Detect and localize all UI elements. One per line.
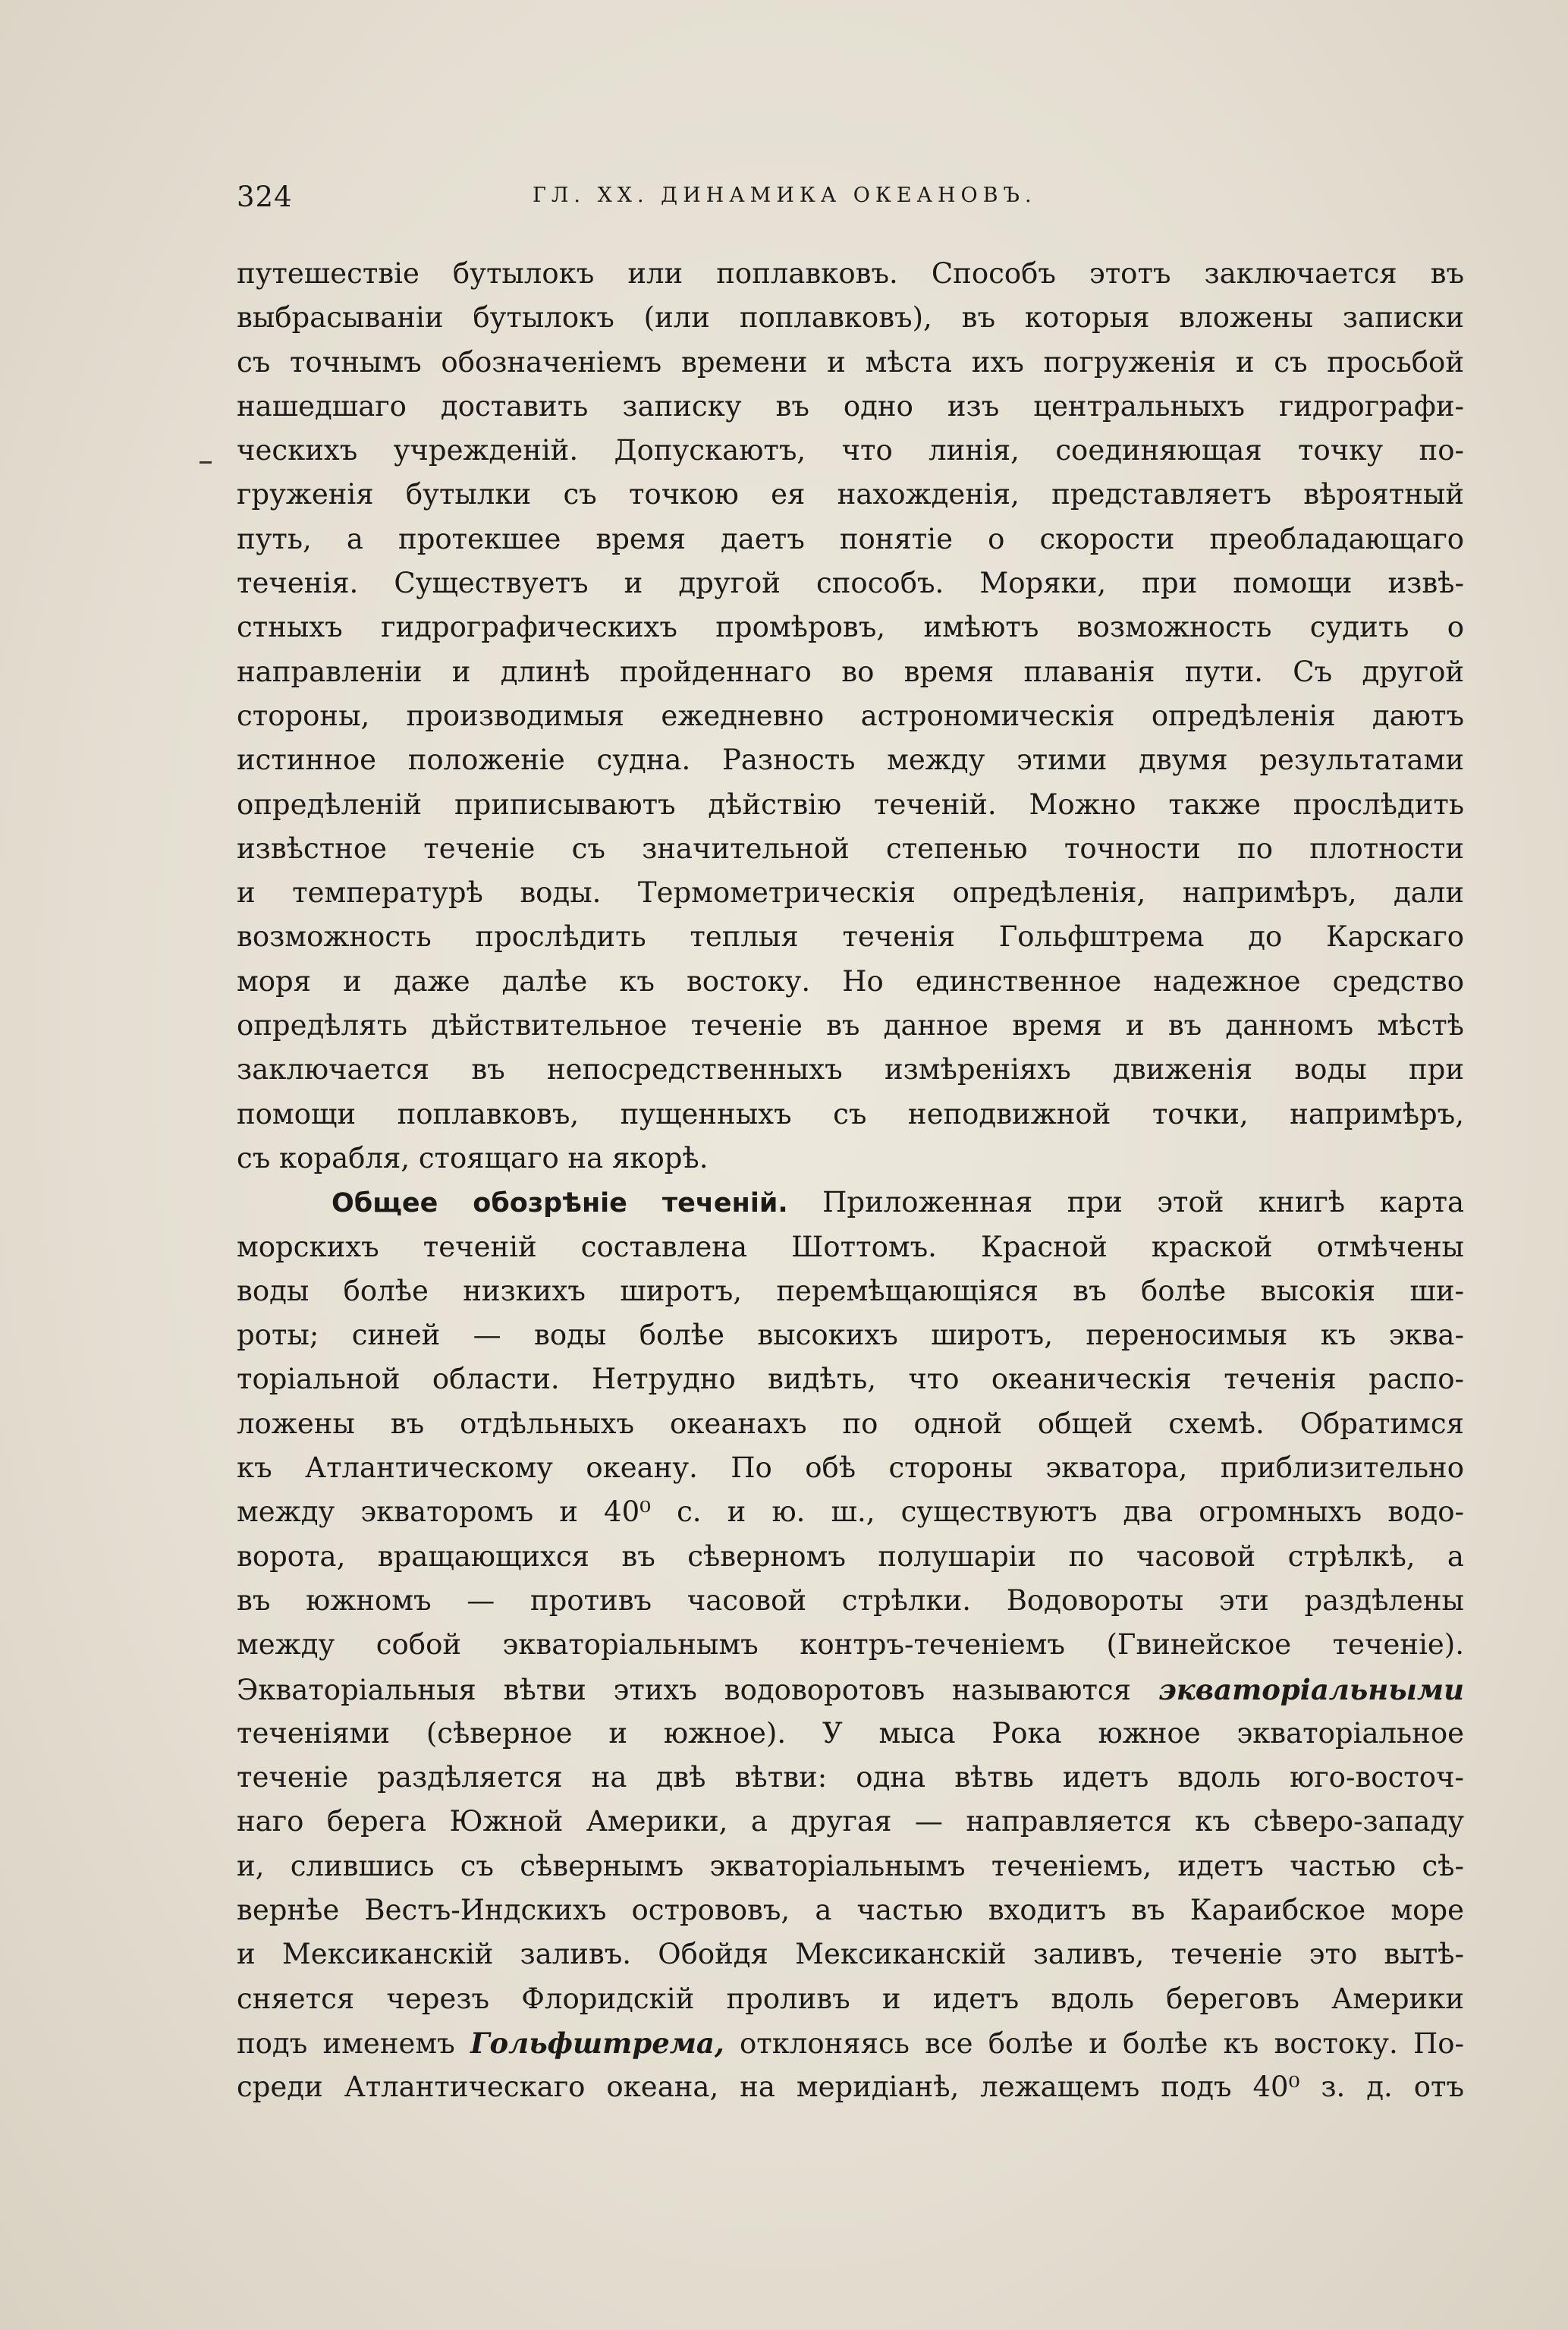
text-line: торіальной области. Нетрудно видѣть, что океаническія теченія распо- [237,1363,1464,1396]
text-line: возможность прослѣдить теплыя теченія Гольфштрема до Карскаго [237,920,1464,954]
text-line: теченія. Существуетъ и другой способъ. Моряки, при помощи извѣ- [237,567,1464,600]
text-line: выбрасываніи бутылокъ (или поплавковъ), въ которыя вложены записки [237,301,1464,335]
text-run: подъ именемъ [237,2027,470,2060]
text-line [237,1181,1464,1225]
text-line: ворота, вращающихся въ сѣверномъ полушаріи по часовой стрѣлкѣ, а [237,1539,1464,1573]
running-title: ГЛ. XX. ДИНАМИКА ОКЕАНОВЪ. [533,184,1037,207]
text-line [237,1668,1464,1712]
text-line: и Мексиканскій заливъ. Обойдя Мексиканскій заливъ, теченіе это вытѣ- [237,1938,1464,1971]
text-line: между экваторомъ и 40⁰ с. и ю. ш., существуютъ два огромныхъ водо- [237,1495,1464,1529]
text-line [237,2021,1464,2065]
text-line: путь, а протекшее время даетъ понятіе о скорости преобладающаго [237,522,1464,555]
text-line: извѣстное теченіе съ значительной степенью точности по плотности [237,832,1464,865]
body-text [237,252,1464,2109]
text-line: направленіи и длинѣ пройденнаго во время плаванія пути. Съ другой [237,655,1464,688]
text-line: вернѣе Вестъ-Индскихъ острововъ, а частью входитъ въ Караибское море [237,1893,1464,1926]
text-line: нашедшаго доставить записку въ одно изъ центральныхъ гидрографи- [237,389,1464,423]
text-line: теченіями (сѣверное и южное). У мыса Рока южное экваторіальное [237,1716,1464,1750]
text-line: къ Атлантическому океану. По обѣ стороны экватора, приблизительно [237,1451,1464,1485]
text-line: и температурѣ воды. Термометрическія опредѣленія, напримѣръ, дали [237,876,1464,910]
emphasized-term: экваторіальными [1158,1672,1464,1706]
paragraph-currents-overview [237,1181,1464,2109]
text-line: путешествіе бутылокъ или поплавковъ. Способъ этотъ заключается въ [237,257,1464,290]
text-line: помощи поплавковъ, пущенныхъ съ неподвижной точки, напримѣръ, [237,1097,1464,1130]
text-line: ложены въ отдѣльныхъ океанахъ по одной общей схемѣ. Обратимся [237,1407,1464,1440]
text-line: между собой экваторіальнымъ контръ-теченіемъ (Гвинейское теченіе). [237,1628,1464,1662]
text-line: среди Атлантическаго океана, на меридіанѣ, лежащемъ подъ 40⁰ з. д. отъ [237,2071,1464,2104]
text-run: отклоняясь все болѣе и болѣе къ востоку. По- [724,2027,1464,2060]
text-line: наго берега Южной Америки, а другая — направляется къ сѣверо-западу [237,1805,1464,1838]
text-line: теченіе раздѣляется на двѣ вѣтви: одна вѣтвь идетъ вдоль юго-восточ- [237,1761,1464,1794]
page-number: 324 [237,181,293,213]
text-run: Приложенная при этой книгѣ карта [787,1186,1464,1219]
text-line: съ корабля, стоящаго на якорѣ. [237,1141,709,1174]
margin-mark [200,461,212,464]
text-line: опредѣленій приписываютъ дѣйствію теченій. Можно также прослѣдить [237,788,1464,821]
text-line: и, слившись съ сѣвернымъ экваторіальнымъ теченіемъ, идетъ частью сѣ- [237,1849,1464,1882]
text-line: воды болѣе низкихъ широтъ, перемѣщающіяся въ болѣе высокія ши- [237,1274,1464,1307]
text-line: стныхъ гидрографическихъ промѣровъ, имѣютъ возможность судить о [237,611,1464,644]
text-line: роты; синей — воды болѣе высокихъ широтъ, переносимыя къ эква- [237,1319,1464,1352]
running-head [237,181,1466,226]
text-line: опредѣлять дѣйствительное теченіе въ данное время и въ данномъ мѣстѣ [237,1009,1464,1042]
text-run: Экваторіальныя вѣтви этихъ водоворотовъ называются [237,1673,1158,1706]
text-line: груженія бутылки съ точкою ея нахожденія, представляетъ вѣроятный [237,478,1464,511]
paragraph-methods [237,252,1464,1181]
text-line: въ южномъ — противъ часовой стрѣлки. Водовороты эти раздѣлены [237,1583,1464,1617]
text-line: морскихъ теченій составлена Шоттомъ. Красной краской отмѣчены [237,1230,1464,1263]
text-line: сняется черезъ Флоридскій проливъ и идетъ вдоль береговъ Америки [237,1982,1464,2015]
emphasized-term: Гольфштрема, [470,2026,724,2060]
text-line: ческихъ учрежденій. Допускаютъ, что линія, соединяющая точку по- [237,434,1464,467]
text-line: стороны, производимыя ежедневно астрономическія опредѣленія даютъ [237,699,1464,732]
text-line: заключается въ непосредственныхъ измѣреніяхъ движенія воды при [237,1053,1464,1086]
section-heading: Общее обозрѣніе теченій. [332,1188,788,1219]
text-line: моря и даже далѣе къ востоку. Но единственное надежное средство [237,964,1464,998]
text-line: истинное положеніе судна. Разность между этими двумя результатами [237,744,1464,777]
text-line: съ точнымъ обозначеніемъ времени и мѣста ихъ погруженія и съ просьбой [237,345,1464,379]
